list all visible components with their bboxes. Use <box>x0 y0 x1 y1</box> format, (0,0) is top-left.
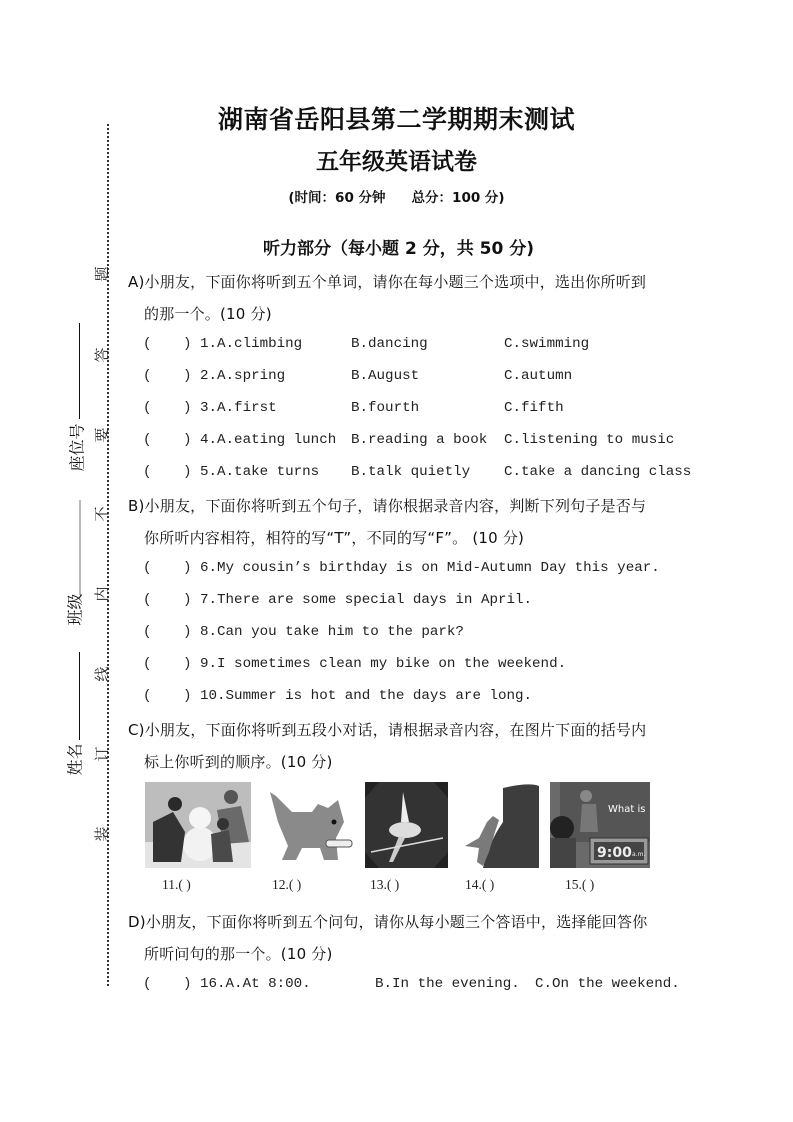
answer-blank-open[interactable]: ( <box>143 560 152 576</box>
answer-blank-close: ) <box>183 976 192 992</box>
seal-char: 不 <box>93 506 111 522</box>
option-b: B.fourth <box>351 400 420 416</box>
answer-blank-close: ) <box>183 432 192 448</box>
listening-section-heading: 听力部分（每小题 2 分，共 50 分) <box>263 239 534 259</box>
answer-blank-close: ) <box>183 336 192 352</box>
answer-blank-close: ) <box>183 400 192 416</box>
seal-char: 线 <box>93 666 111 682</box>
option-b: B.reading a book <box>351 432 488 448</box>
option-c: C.fifth <box>504 400 564 416</box>
option-a: 2.A.spring <box>200 368 286 384</box>
part-b-instruction: B)小朋友，下面你将听到五个句子，请你根据录音内容，判断下列句子是否与 <box>128 497 647 515</box>
binding-dotted-line <box>107 124 109 986</box>
option-a: 5.A.take turns <box>200 464 320 480</box>
answer-blank-open[interactable]: ( <box>143 624 152 640</box>
answer-blank-open[interactable]: ( <box>143 400 152 416</box>
snowman-family-image <box>145 782 251 868</box>
statement-text: 9.I sometimes clean my bike on the weekend. <box>200 656 567 672</box>
svg-text:9:00: 9:00 <box>597 845 632 861</box>
seal-char: 订 <box>93 746 111 762</box>
answer-blank-open[interactable]: ( <box>143 976 152 992</box>
option-b: B.August <box>351 368 420 384</box>
time-label: (时间：60 分钟 <box>288 190 386 206</box>
dog-with-bone-image <box>262 782 354 868</box>
score-label: 总分：100 分) <box>411 190 505 206</box>
part-c-instruction-cont: 标上你听到的顺序。(10 分) <box>144 753 333 771</box>
answer-blank-close: ) <box>183 368 192 384</box>
answer-blank-close: ) <box>183 464 192 480</box>
option-b: B.dancing <box>351 336 428 352</box>
statement-text: 8.Can you take him to the park? <box>200 624 464 640</box>
answer-blank-open[interactable]: ( <box>143 464 152 480</box>
option-a: 16.A.At 8:00. <box>200 976 311 992</box>
part-d-instruction-cont: 所听问句的那一个。(10 分) <box>144 945 333 963</box>
option-c: C.On the weekend. <box>535 976 680 992</box>
exam-meta <box>0 186 793 206</box>
picture-answer-15[interactable]: 15.( ) <box>565 877 595 892</box>
answer-blank-close: ) <box>183 592 192 608</box>
option-a: 1.A.climbing <box>200 336 303 352</box>
answer-blank-open[interactable]: ( <box>143 432 152 448</box>
seal-char: 题 <box>93 266 111 282</box>
part-a-instruction: A)小朋友，下面你将听到五个单词，请你在每小题三个选项中，选出你所听到 <box>128 273 647 291</box>
option-a: 3.A.first <box>200 400 277 416</box>
answer-blank-open[interactable]: ( <box>143 592 152 608</box>
answer-blank-close: ) <box>183 656 192 672</box>
seat-number-line[interactable] <box>79 323 80 419</box>
part-a-instruction-cont: 的那一个。(10 分) <box>144 305 272 323</box>
seal-char: 内 <box>93 586 111 602</box>
answer-blank-close: ) <box>183 624 192 640</box>
svg-text:a.m.: a.m. <box>632 851 646 858</box>
seat-number-label: 座位号 <box>67 423 87 472</box>
cat-climbing-image <box>459 782 539 868</box>
statement-text: 10.Summer is hot and the days are long. <box>200 688 533 704</box>
svg-text:What is: What is <box>608 804 646 815</box>
part-b-instruction-cont: 你所听内容相符，相符的写“T”，不同的写“F”。 (10 分) <box>144 529 525 547</box>
seal-char: 答 <box>93 347 111 363</box>
option-c: C.take a dancing class <box>504 464 692 480</box>
option-c: C.swimming <box>504 336 590 352</box>
part-c-instruction: C)小朋友，下面你将听到五段小对话，请根据录音内容，在图片下面的括号内 <box>128 721 647 739</box>
part-d-instruction: D)小朋友，下面你将听到五个问句，请你从每小题三个答语中，选择能回答你 <box>128 913 648 931</box>
option-b: B.In the evening. <box>375 976 520 992</box>
picture-answer-14[interactable]: 14.( ) <box>465 877 495 892</box>
exam-subtitle: 五年级英语试卷 <box>316 149 477 175</box>
picture-answer-13[interactable]: 13.( ) <box>370 877 400 892</box>
option-b: B.talk quietly <box>351 464 471 480</box>
classroom-clock-image <box>550 782 650 868</box>
seal-char: 装 <box>93 826 111 842</box>
picture-answer-12[interactable]: 12.( ) <box>272 877 302 892</box>
class-label: 班级 <box>65 593 85 626</box>
statement-text: 6.My cousin’s birthday is on Mid-Autumn Day this year. <box>200 560 660 576</box>
name-line[interactable] <box>79 652 80 740</box>
answer-blank-close: ) <box>183 560 192 576</box>
option-c: C.autumn <box>504 368 573 384</box>
statement-text: 7.There are some special days in April. <box>200 592 533 608</box>
option-c: C.listening to music <box>504 432 675 448</box>
ballet-dancer-image <box>365 782 448 868</box>
answer-blank-open[interactable]: ( <box>143 368 152 384</box>
class-line[interactable] <box>79 500 81 595</box>
seal-char: 要 <box>93 427 111 443</box>
picture-answer-11[interactable]: 11.( ) <box>162 877 191 892</box>
answer-blank-open[interactable]: ( <box>143 336 152 352</box>
option-a: 4.A.eating lunch <box>200 432 337 448</box>
exam-title: 湖南省岳阳县第二学期期末测试 <box>217 105 575 134</box>
answer-blank-close: ) <box>183 688 192 704</box>
answer-blank-open[interactable]: ( <box>143 656 152 672</box>
name-label: 姓名 <box>65 743 85 776</box>
answer-blank-open[interactable]: ( <box>143 688 152 704</box>
